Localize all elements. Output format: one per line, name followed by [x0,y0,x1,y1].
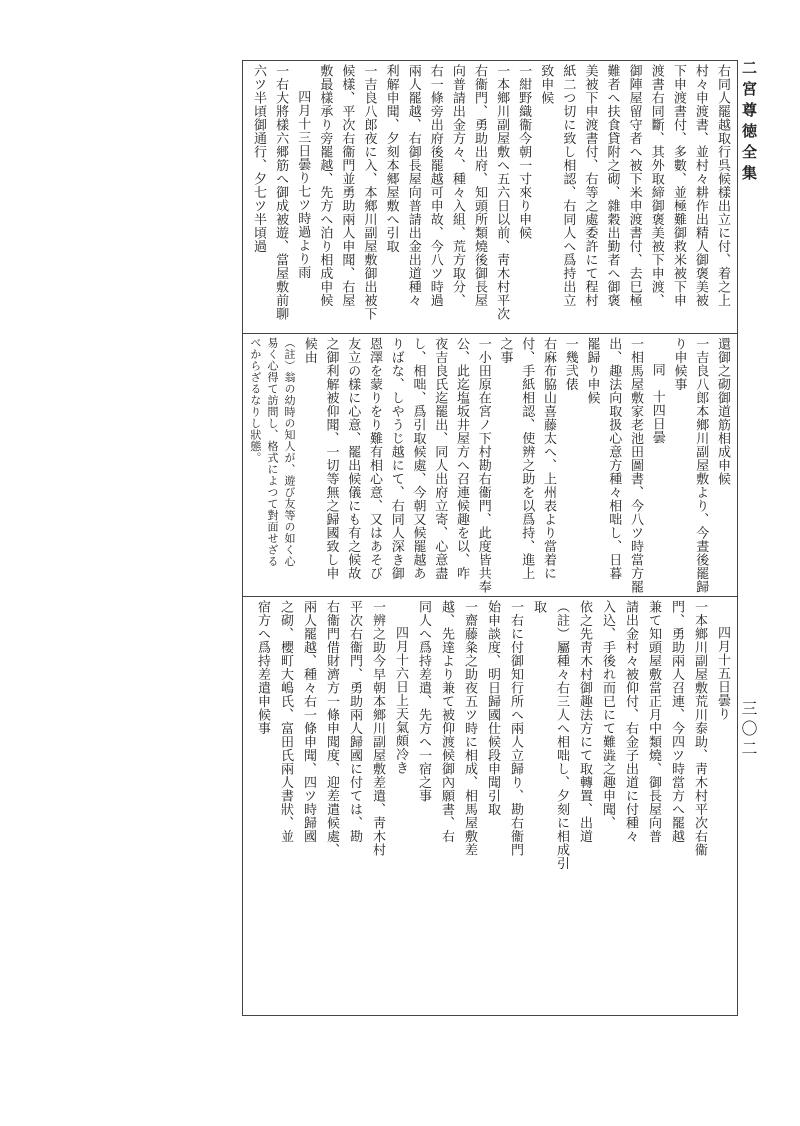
text-column: （註）翁の幼時の知人が、遊び友等の如く心 [283,337,296,567]
text-column: 下申渡書付、多數、並極難御救米被下申 [670,64,686,307]
text-column: 入込、手後れ而已にて難澁之趣申聞、 [600,600,615,830]
text-column: 一相馬屋敷家老池田圖書、今八ツ時當方罷 [628,337,643,593]
text-column: 四月十六日上天氣頗冷き [393,626,408,775]
text-column: 向普請出金方々、種々入組、荒方取分、 [449,64,465,307]
text-column: 難者へ扶食貸附之砌、雜穀出勤者へ御褒 [604,64,620,307]
text-column: 致申候 [538,64,554,105]
text-column: 兼て知頭屋敷當正月中類燒、御長屋向普 [646,600,661,843]
text-column: 宿方へ爲持差遣申候事 [255,600,270,735]
text-column: 付、手紙相認、使辨之助を以爲持、進上 [519,337,535,580]
text-column: 右一條旁出府後罷越可申故、今八ツ時過 [427,64,443,307]
text-column: 恩澤を蒙りをり難有相心意、又はあそび [367,337,382,580]
text-column: 村々申渡書、並村々耕作出精人御褒美被 [692,64,708,307]
text-column: 門、勇助兩人召連、今四ツ時當方へ罷越 [669,600,684,843]
tier-divider [242,333,738,334]
text-column: 還御之砌御道筋相成申候 [715,337,730,486]
text-column: 出、趣法向取扱心意方種々相咄し、日暮 [606,337,622,580]
text-column: 一吉良八郎本鄉川副屋敷より、今晝後罷歸 [693,337,709,593]
text-column: 一吉良八郎夜に入、本鄉川副屋敷御出被下 [361,64,377,321]
text-column: 一幾弐俵 [562,337,578,391]
text-column: 罷歸り申候 [584,337,600,405]
text-column: 美被下申渡書付、右等之處委許にて程村 [582,64,598,307]
text-column: 一小田原在宮ノ下村勘右衞門、此度皆共奉 [475,337,491,593]
text-column: 右同人罷越取行呉候樣出立に付、着之上 [715,64,730,307]
text-column: 之事 [497,337,513,364]
book-title: 二宮尊徳全集 [740,60,758,186]
text-column: 一本鄉川副屋敷へ五六日以前、靑木村平次 [494,64,510,321]
text-column: 四月十五日曇り [715,626,730,721]
text-column: 始申談度、明日歸國仕候段申聞引取 [485,600,500,816]
text-column: 兩人罷越、右御長屋向普請出金出道種々 [405,64,421,307]
text-column: 渡書右同斷、其外取締御褒美被下申渡、 [648,64,664,307]
text-column: 同 十四日曇 [649,363,665,444]
text-column: 一右に付御知行所へ兩人立歸り、勘右衞門 [508,600,523,857]
middle-text-tier [248,337,732,593]
text-column: 之御利解被仰聞、一切等無之歸國致し申 [323,337,339,580]
text-column: 四月十三日曇り七ツ時過より雨 [295,90,311,279]
upper-text-tier [248,64,732,330]
text-column: り申候事 [671,337,687,391]
text-column: 利解申聞、夕刻本郷屋敷へ引取 [383,64,399,253]
text-column: 一辨之助今早朝本鄉川副屋敷差遣、靑木村 [370,600,385,857]
text-column: 候由 [301,337,317,364]
text-column: し、相咄、爲引取候處、今朝又候罷越あ [410,337,426,580]
text-column: 友立の樣に心意、罷出候儀にも有之候故 [345,337,361,580]
text-column: 右麻布脇山喜藤太へ、上州表より當着に [541,337,556,580]
lower-text-tier [248,600,732,1012]
text-column: 敷最樣承り旁罷越、先方へ泊り相成申候 [317,64,333,307]
text-column: 候樣、平次右衞門並勇助兩人申聞、右屋 [339,64,355,307]
text-column: 易く心得て訪問し、格式によつて對面せざる [265,337,279,567]
text-column: 請出金村々被仰付、右金子出道に付種々 [623,600,638,843]
page-number: 三〇二 [739,700,758,760]
text-column: りばな、しやうじ越にて、右同人深き御 [388,337,404,580]
text-column: 公、此迄塩坂井屋方へ召連候趣を以、咋 [454,337,469,580]
text-column: 一齋藤粂之助夜五ツ時に相成、相馬屋敷差 [462,600,477,857]
text-column: 之砌、櫻町大嶋氏、富田氏兩人書狀、並 [278,600,293,843]
text-column: 一本鄉川副屋敷荒川泰助、靑木村平次右衞 [692,600,707,857]
tier-divider [242,596,738,597]
text-column: 同人へ爲持差遣、先方へ一宿之事 [416,600,431,803]
text-column: べからざるなりし狀態。 [248,337,262,464]
text-column: 越、先達より兼て被仰渡候御內願書、右 [439,600,454,843]
text-column: （註）屬種々右三人へ相咄し、夕刻に相成引 [554,600,569,870]
text-column: 一右大將樣六郷筋へ御成被遊、當屋敷前聊 [273,64,289,321]
text-column: 紙二つ切に致し相認、右同人へ爲持出立 [560,64,576,307]
text-column: 夜吉良氏迄罷出、同人出府立寄、心意盡 [432,337,448,580]
text-column: 六ツ半頃御通行、夕七ツ半頃過 [251,64,267,253]
text-column: 右衞門借財濟方一條申聞度、迎差遣候處、 [324,600,339,857]
text-column: 右衞門、勇助出府、知頭所類燒後御長屋 [471,64,487,307]
text-column: 兩人罷越、種々右一條申聞、四ツ時歸國 [301,600,316,843]
text-column: 平次右衞門、勇助兩人歸國に付ては、勘 [347,600,362,843]
text-column: 依之先靑木村御趣法方にて取轉置、出道 [577,600,592,843]
text-column: 取 [531,600,546,614]
text-column: 御陣屋留守者へ被下米申渡書付、去巳極 [626,64,642,307]
text-column: 一紺野織衞今朝一寸來り申候 [516,64,532,240]
